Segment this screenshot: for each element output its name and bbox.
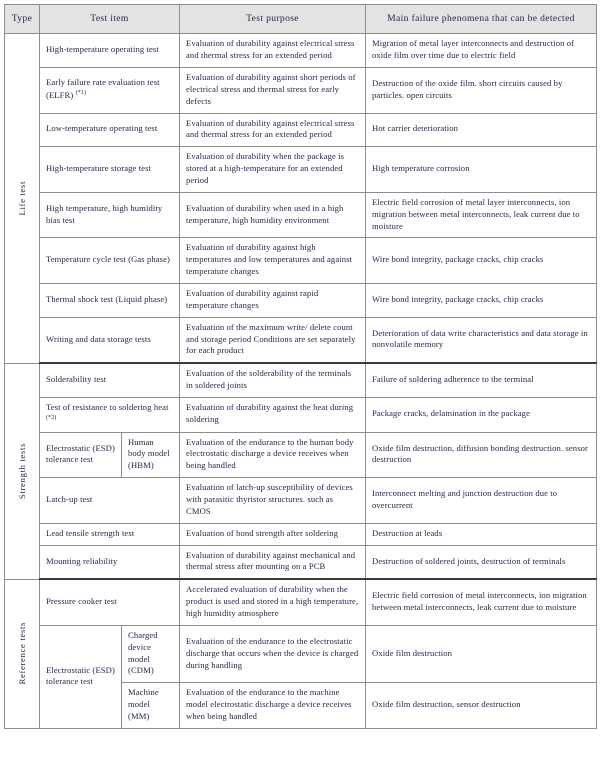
main-failure-cell: Electric field corrosion of metal layer interconnects, ion migration between metal interconnects, leak current due to moisture [366,192,597,238]
table-row [5,398,597,433]
test-item-label: Early failure rate evaluation test (ELFR) [46,77,160,101]
column-header-test-item: Test item [40,5,180,34]
footnote-marker-1: (*1) [75,89,86,97]
main-failure-cell: Wire bond integrity, package cracks, chip cracks [366,283,597,317]
reliability-test-table [4,4,597,729]
test-item-cell: Writing and data storage tests [40,317,180,363]
test-item-cell: Thermal shock test (Liquid phase) [40,283,180,317]
table-row [5,579,597,625]
main-failure-cell: Destruction of the oxide film. short circuits caused by particles. open circuits [366,67,597,113]
test-item-cell: Electrostatic (ESD) tolerance test [40,432,122,478]
test-purpose-cell: Evaluation of durability against short periods of electrical stress and thermal stress for early defects [180,67,366,113]
test-purpose-cell: Evaluation of latch-up susceptibility of devices with parasitic thyristor structures. such as CMOS [180,478,366,524]
test-purpose-cell: Evaluation of durability when used in a high temperature, high humidity environment [180,192,366,238]
table-row [5,523,597,545]
test-item-label: Test of resistance to soldering heat [46,402,169,412]
footnote-marker-2: (*2) [46,413,57,421]
test-purpose-cell: Accelerated evaluation of durability when the product is used and stored in a high temperature, high humidity atmosphere [180,579,366,625]
table-body [5,34,597,729]
type-cell-strength-tests [5,363,40,579]
column-header-test-purpose: Test purpose [180,5,366,34]
test-item-cell: High-temperature operating test [40,34,180,68]
test-purpose-cell: Evaluation of the maximum write/ delete count and storage period Conditions are set separately for each product [180,317,366,363]
test-item-sub-cell: Charged device model (CDM) [122,625,180,682]
test-purpose-cell: Evaluation of durability against high temperatures and low temperatures and against temperature changes [180,238,366,284]
column-header-main-failure: Main failure phenomena that can be detected [366,5,597,34]
test-item-cell: High temperature, high humidity bias test [40,192,180,238]
test-item-cell: Latch-up test [40,478,180,524]
test-item-cell: Electrostatic (ESD) tolerance test [40,625,122,728]
main-failure-cell: Oxide film destruction, diffusion bonding destruction. sensor destruction [366,432,597,478]
test-item-sub-cell: Machine model (MM) [122,683,180,729]
column-header-type: Type [5,5,40,34]
test-item-cell [40,398,180,433]
table-row [5,113,597,147]
main-failure-cell: Destruction at leads [366,523,597,545]
table-header [5,5,597,34]
test-purpose-cell: Evaluation of durability against mechanical and thermal stress after mounting on a PCB [180,545,366,579]
test-purpose-cell: Evaluation of durability when the package is stored at a high-temperature for an extended period [180,147,366,193]
main-failure-cell: Package cracks, delamination in the package [366,398,597,433]
test-purpose-cell: Evaluation of the solderability of the terminals in soldered joints [180,363,366,397]
main-failure-cell: Oxide film destruction [366,625,597,682]
main-failure-cell: Interconnect melting and junction destruction due to overcurrent [366,478,597,524]
test-item-cell: Low-temperature operating test [40,113,180,147]
test-purpose-cell: Evaluation of durability against electrical stress and thermal stress for an extended period [180,34,366,68]
main-failure-cell: High temperature corrosion [366,147,597,193]
table-row [5,238,597,284]
table-row [5,317,597,363]
test-item-cell: Temperature cycle test (Gas phase) [40,238,180,284]
table-row [5,67,597,113]
test-item-sub-cell: Human body model (HBM) [122,432,180,478]
table-row [5,478,597,524]
main-failure-cell: Hot carrier deterioration [366,113,597,147]
test-purpose-cell: Evaluation of durability against electrical stress and thermal stress for an extended period [180,113,366,147]
table-row [5,147,597,193]
main-failure-cell: Deterioration of data write characteristics and data storage in nonvolatile memory [366,317,597,363]
test-item-cell: Solderability test [40,363,180,397]
table-row [5,192,597,238]
main-failure-cell: Migration of metal layer interconnects and destruction of oxide film over time due to electric field [366,34,597,68]
type-label-life-test: Life test [16,180,27,216]
table-row [5,34,597,68]
test-item-cell: High-temperature storage test [40,147,180,193]
test-purpose-cell: Evaluation of bond strength after soldering [180,523,366,545]
main-failure-cell: Electric field corrosion of metal interconnects, ion migration between metal interconnects, leak current due to moisture [366,579,597,625]
type-cell-reference-tests [5,579,40,728]
test-purpose-cell: Evaluation of durability against the heat during soldering [180,398,366,433]
type-cell-life-test [5,34,40,364]
test-item-cell [40,67,180,113]
main-failure-cell: Wire bond integrity, package cracks, chip cracks [366,238,597,284]
test-item-cell: Mounting reliability [40,545,180,579]
main-failure-cell: Oxide film destruction, sensor destruction [366,683,597,729]
test-purpose-cell: Evaluation of the endurance to the electrostatic discharge that occurs when the device is charged during handling [180,625,366,682]
type-label-reference-tests: Reference tests [16,622,27,685]
test-item-cell: Pressure cooker test [40,579,180,625]
table-row [5,432,597,478]
table-row [5,545,597,579]
test-purpose-cell: Evaluation of durability against rapid temperature changes [180,283,366,317]
table-row [5,363,597,397]
table-header-row [5,5,597,34]
main-failure-cell: Failure of soldering adherence to the terminal [366,363,597,397]
table-row [5,283,597,317]
table-row [5,625,597,682]
test-purpose-cell: Evaluation of the endurance to the machine model electrostatic discharge a device receives when being handled [180,683,366,729]
main-failure-cell: Destruction of soldered joints, destruction of terminals [366,545,597,579]
test-item-cell: Lead tensile strength test [40,523,180,545]
test-purpose-cell: Evaluation of the endurance to the human body electrostatic discharge a device receives when being handled [180,432,366,478]
type-label-strength-tests: Strength tests [16,442,27,499]
